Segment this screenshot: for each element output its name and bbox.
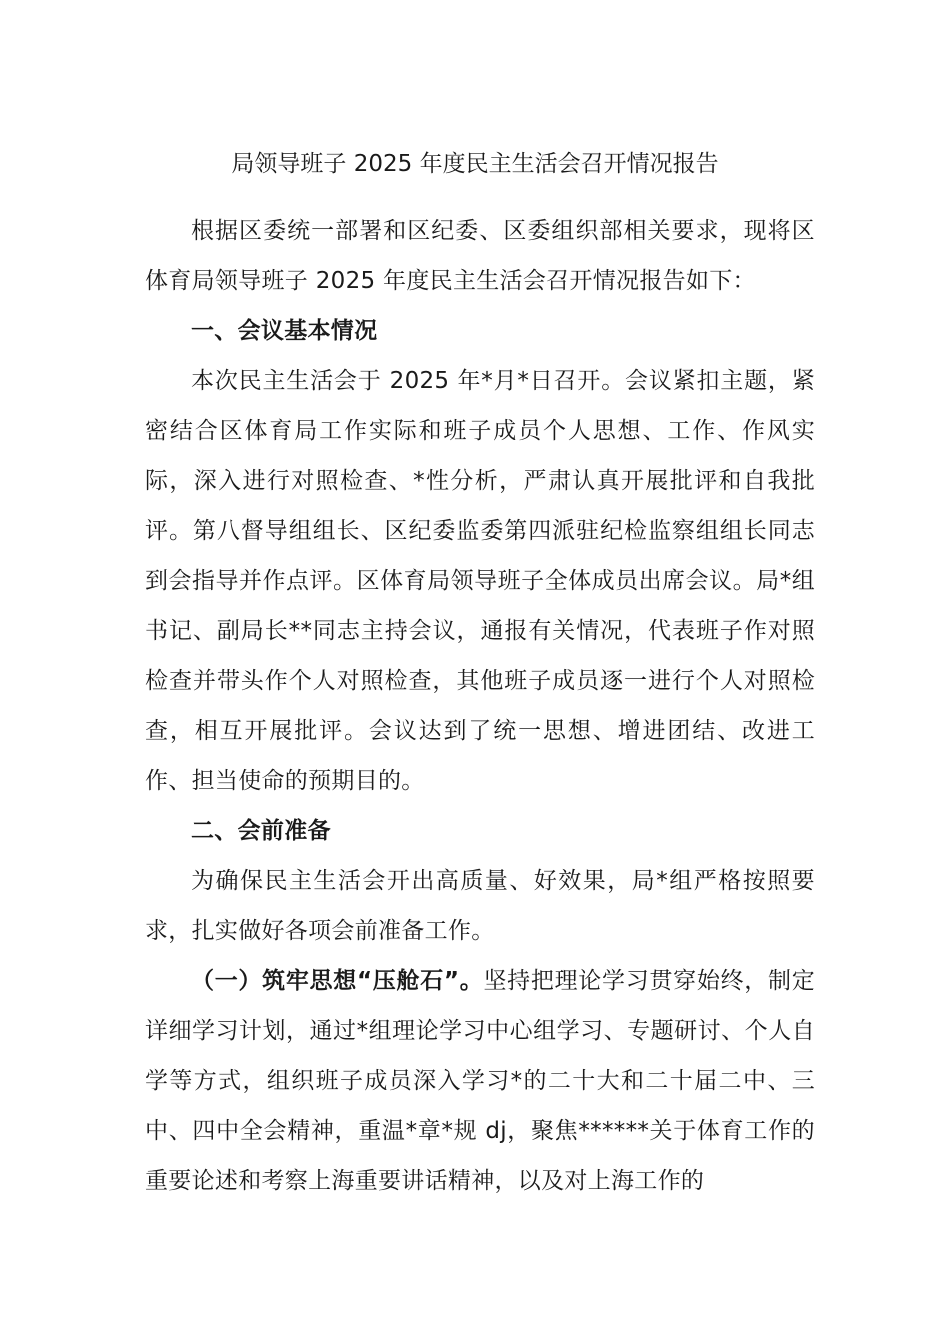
- section-heading-meeting-basics: 一、会议基本情况: [191, 318, 378, 344]
- subsection-ideology-text: 坚持把理论学习贯穿始终，制定详细学习计划，通过*组理论学习中心组学习、专题研讨、个人自学等方式，组织班子成员深入学习*的二十大和二十届二中、三中、四中全会精神，重温*章*规 dj，聚焦******关于体育工作的重要论述和考察上海重要讲话精神，以及对上海工作的: [145, 968, 815, 1194]
- subsection-ideology: [145, 956, 815, 1206]
- intro-paragraph: 根据区委统一部署和区纪委、区委组织部相关要求，现将区体育局领导班子 2025 年度民主生活会召开情况报告如下：: [145, 218, 815, 294]
- preparation-paragraph: 为确保民主生活会开出高质量、好效果，局*组严格按照要求，扎实做好各项会前准备工作。: [145, 868, 815, 944]
- meeting-basics-paragraph: 本次民主生活会于 2025 年*月*日召开。会议紧扣主题，紧密结合区体育局工作实际和班子成员个人思想、工作、作风实际，深入进行对照检查、*性分析，严肃认真开展批评和自我批评。第八督导组组长、区纪委监委第四派驻纪检监察组组长同志到会指导并作点评。区体育局领导班子全体成员出席会议。局*组书记、副局长**同志主持会议，通报有关情况，代表班子作对照检查并带头作个人对照检查，其他班子成员逐一进行个人对照检查，相互开展批评。会议达到了统一思想、增进团结、改进工作、担当使命的预期目的。: [145, 368, 815, 794]
- subsection-ideology-lead: （一）筑牢思想“压舱石”。: [191, 968, 484, 994]
- section-heading-preparation: 二、会前准备: [191, 818, 331, 844]
- document-body: [145, 206, 815, 1206]
- document-title: 局领导班子 2025 年度民主生活会召开情况报告: [231, 151, 719, 177]
